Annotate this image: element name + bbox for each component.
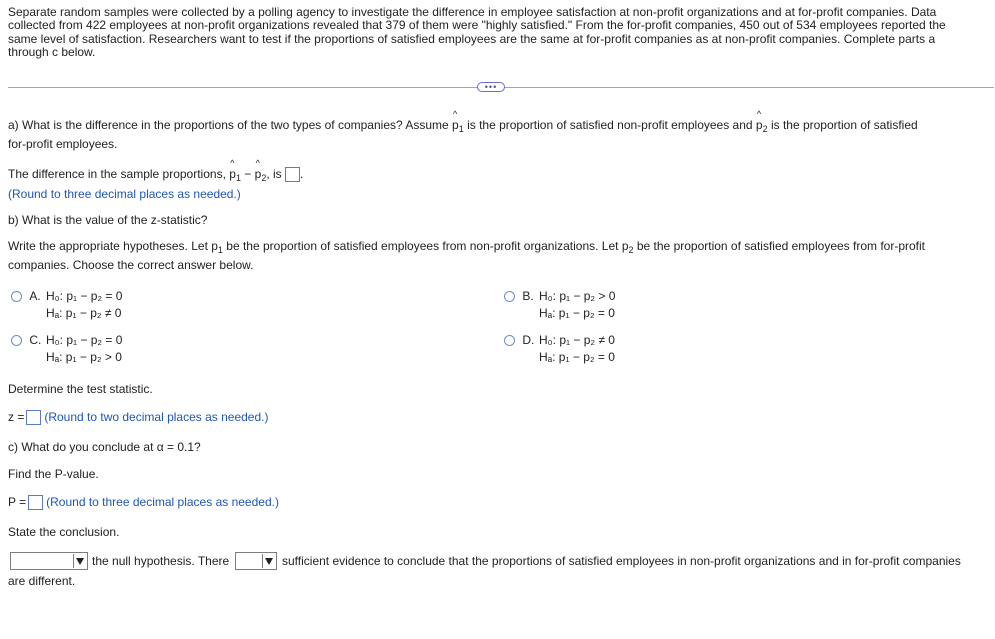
part-b-question: b) What is the value of the z-statistic? <box>8 213 208 227</box>
option-d-radio[interactable] <box>504 335 515 346</box>
hypotheses-instruction-line2: companies. Choose the correct answer below. <box>8 258 254 272</box>
option-d-ha: Hₐ: p₁ − p₂ = 0 <box>539 350 615 364</box>
problem-statement <box>8 6 983 60</box>
reject-dropdown-chevron-down-icon[interactable] <box>73 554 86 568</box>
evidence-dropdown[interactable] <box>235 552 277 570</box>
z-input[interactable] <box>26 410 41 425</box>
option-d-h0: H₀: p₁ − p₂ ≠ 0 <box>539 333 615 347</box>
part-a-question-line2: for-profit employees. <box>8 137 118 151</box>
intro-line-2: collected from 422 employees at non-profit organizations revealed that 379 of them were "highly satisfied." From the for-profit companies, 450 out of 534 employees reported the <box>8 18 946 33</box>
part-a-question: a) What is the difference in the proportions of the two types of companies? Assume ^ $p_1$ is the proportion of satisfied non-profit employees and ^ $p_2$ is the proportion of satisfied <box>8 118 918 134</box>
option-c-letter: C. <box>29 333 42 347</box>
option-c-radio[interactable] <box>11 335 22 346</box>
intro-line-4: through c below. <box>8 45 96 60</box>
option-b-letter: B. <box>522 289 534 303</box>
option-a-h0: H₀: p₁ − p₂ = 0 <box>46 289 123 303</box>
z-answer-row: z = (Round to two decimal places as needed.) <box>8 410 269 424</box>
test-statistic-label: Determine the test statistic. <box>8 382 153 396</box>
p-value-input[interactable] <box>28 495 43 510</box>
option-a[interactable] <box>11 289 41 303</box>
option-a-radio[interactable] <box>11 291 22 302</box>
p-value-label: Find the P-value. <box>8 467 99 481</box>
option-d[interactable] <box>504 333 534 347</box>
conclusion-line2: are different. <box>8 574 76 588</box>
option-b-ha: Hₐ: p₁ − p₂ = 0 <box>539 306 615 320</box>
option-b-radio[interactable] <box>504 291 515 302</box>
part-c-question: c) What do you conclude at α = 0.1? <box>8 440 201 454</box>
null-hypothesis-text: the null hypothesis. There <box>92 554 230 568</box>
intro-line-3: same level of satisfaction. Researchers want to test if the proportions of satisfied employees are the same at for-profit companies as at non-profit companies. Complete parts a <box>8 31 936 46</box>
option-d-letter: D. <box>522 333 535 347</box>
evidence-text: sufficient evidence to conclude that the proportions of satisfied employees in non-profit organizations and in for-profit companies <box>282 554 961 568</box>
p-answer-row: P = (Round to three decimal places as needed.) <box>8 495 279 509</box>
difference-round-note: (Round to three decimal places as needed.) <box>8 187 241 201</box>
conclusion-label: State the conclusion. <box>8 525 120 539</box>
option-a-ha: Hₐ: p₁ − p₂ ≠ 0 <box>46 306 122 320</box>
reject-dropdown[interactable] <box>10 552 88 570</box>
option-a-letter: A. <box>29 289 41 303</box>
intro-line-1: Separate random samples were collected by a polling agency to investigate the difference in employee satisfaction at non-profit organizations and at for-profit companies. Data <box>8 5 937 19</box>
option-b[interactable] <box>504 289 534 303</box>
evidence-dropdown-chevron-down-icon[interactable] <box>262 554 275 568</box>
difference-input[interactable] <box>285 167 300 182</box>
difference-answer-row: The difference in the sample proportions, ^ $p_1$ − ^ $p_2$, is . <box>8 167 303 183</box>
expand-more-button[interactable]: ••• <box>477 82 505 92</box>
option-c-h0: H₀: p₁ − p₂ = 0 <box>46 333 123 347</box>
hypotheses-instruction: Write the appropriate hypotheses. Let $p_1$ be the proportion of satisfied employees from non-profit organizations. Let $p_2$ be the proportion of satisfied employees from for-profit <box>8 239 926 255</box>
option-c[interactable] <box>11 333 41 347</box>
option-b-h0: H₀: p₁ − p₂ > 0 <box>539 289 616 303</box>
option-c-ha: Hₐ: p₁ − p₂ > 0 <box>46 350 122 364</box>
